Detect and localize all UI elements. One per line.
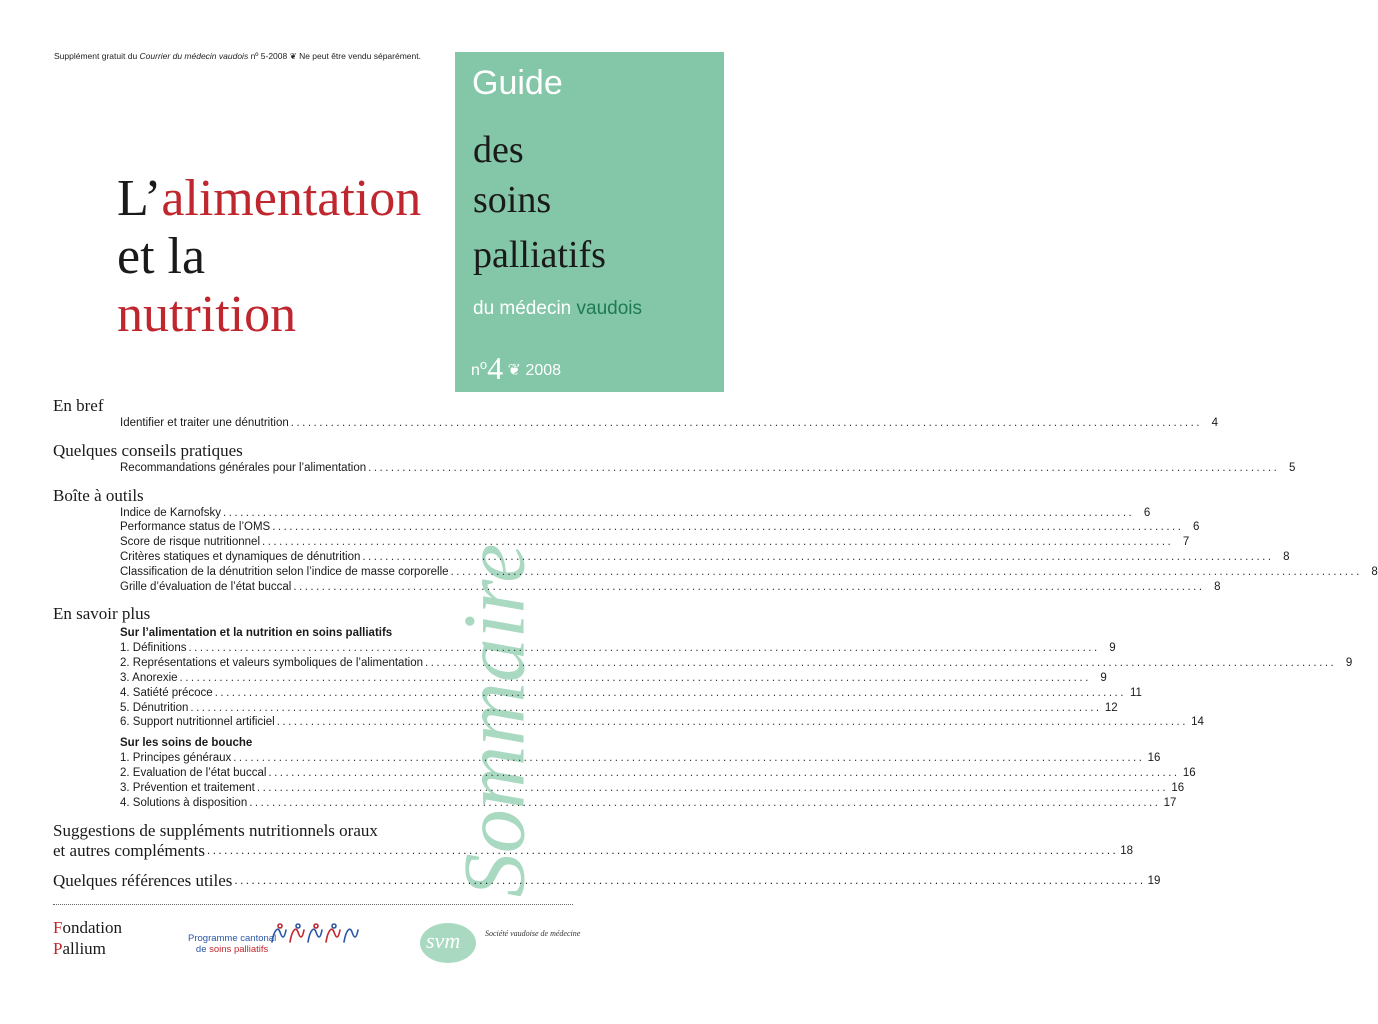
toc-entry-label: 3. Anorexie [120, 671, 178, 684]
toc-entry-page: 9 [1345, 657, 1353, 670]
group-outils [53, 506, 1378, 595]
toc-entry-page: 6 [1193, 521, 1200, 534]
issue-sep: ❦ [503, 362, 526, 379]
footer-divider [53, 904, 573, 905]
leader-dots: ................................................................................................................................................................ [214, 686, 1126, 699]
toc-entry-page: 17 [1163, 796, 1177, 809]
toc-entry-label: Score de risque nutritionnel [120, 536, 260, 549]
toc-entry [120, 701, 1118, 716]
note-prefix: Supplément gratuit du [54, 51, 140, 61]
group-en-bref [53, 416, 1218, 431]
issue-prefix: n [471, 362, 480, 379]
leader-dots: ................................................................................................................................................................ [256, 781, 1169, 794]
fondation-rest-2: allium [62, 939, 106, 958]
fondation-rest-1: ondation [62, 918, 122, 937]
toc-entry-page: 7 [1182, 536, 1190, 549]
supplements-page: 18 [1120, 845, 1134, 858]
toc-entry-page: 5 [1288, 461, 1296, 474]
toc-entry [120, 686, 1142, 701]
toc-entry [120, 641, 1116, 656]
toc-entry-page: 4 [1211, 417, 1218, 429]
toc-entry-page: 8 [1214, 580, 1221, 593]
toc-entry-label: Performance status de l’OMS [120, 521, 271, 534]
guide-line-1: des [473, 129, 524, 171]
section-supplements-line1: Suggestions de suppléments nutritionnels oraux [53, 821, 378, 841]
toc-entry-label: Identifier et traiter une dénutrition [120, 417, 289, 429]
section-supplements-row [53, 841, 1134, 861]
toc-entry-label: 3. Prévention et traitement [120, 781, 255, 794]
guide-line-3: palliatifs [473, 234, 606, 276]
leader-dots: ................................................................................................................................................................ [450, 565, 1362, 578]
toc-entry-label: 1. Principes généraux [120, 752, 232, 765]
leader-dots: ................................................................................................................................................................ [272, 521, 1184, 534]
toc-entry [120, 656, 1353, 671]
toc-entry [120, 796, 1177, 811]
fondation-cap-1: F [53, 918, 63, 937]
toc-entry-label: 4. Satiété précoce [120, 686, 213, 699]
toc-entry [120, 781, 1185, 796]
issue-number [471, 350, 561, 387]
references-label: Quelques références utiles [53, 871, 233, 891]
sommaire-watermark: Sommaire [446, 543, 544, 898]
toc-entry-page: 8 [1371, 565, 1378, 578]
subtitle-pre: du médecin [473, 298, 577, 319]
group-savoir-2 [53, 751, 1196, 810]
fondation-cap-2: P [53, 939, 63, 958]
leader-dots: ................................................................................................................................................................ [276, 716, 1188, 729]
leader-dots: ................................................................................................................................................................ [425, 657, 1337, 670]
toc-entry-page: 14 [1191, 716, 1204, 729]
toc-entry-label: Grille d’évaluation de l’état buccal [120, 580, 292, 593]
toc-entry [120, 461, 1296, 476]
note-suffix: nº 5-2008 ❦ Ne peut être vendu séparément. [248, 51, 421, 61]
title-line-2: et la [117, 228, 206, 285]
table-of-contents [53, 396, 1378, 891]
toc-entry-label: Recommandations générales pour l’alimentation [120, 461, 367, 474]
section-conseils: Quelques conseils pratiques [53, 440, 243, 460]
toc-entry-label: 2. Représentations et valeurs symboliques de l’alimentation [120, 657, 423, 670]
leader-dots: ................................................................................................................................................................ [293, 580, 1205, 593]
toc-entry-page: 16 [1182, 766, 1196, 779]
prog-line-2-accent: soins palliatifs [209, 944, 269, 955]
prog-line-1: Programme cantonal [188, 933, 277, 944]
toc-entry-label: Critères statiques et dynamiques de dénutrition [120, 550, 361, 563]
toc-entry [120, 535, 1190, 550]
toc-entry [120, 506, 1151, 521]
svm-logo-text: svm [426, 928, 461, 953]
supplement-note [54, 51, 421, 62]
toc-entry [120, 580, 1221, 595]
toc-entry [120, 751, 1161, 766]
leader-dots: ................................................................................................................................................................ [268, 766, 1180, 779]
toc-entry-label: Indice de Karnofsky [120, 506, 222, 519]
toc-entry-page: 11 [1129, 686, 1142, 699]
leader-dots: ................................................................................................................................................................ [188, 642, 1100, 655]
toc-entry [120, 715, 1204, 730]
svm-logo-icon [418, 915, 484, 965]
guide-banner [455, 52, 724, 392]
programme-cantonal-logo [188, 933, 276, 955]
section-outils: Boîte à outils [53, 485, 144, 505]
group-savoir-1 [53, 641, 1353, 730]
title-word-1: alimentation [161, 170, 422, 227]
guide-title: Guide [472, 64, 563, 102]
leader-dots: ................................................................................................................................................................ [207, 845, 1119, 858]
leader-dots: ................................................................................................................................................................ [249, 796, 1161, 809]
leader-dots: ................................................................................................................................................................ [362, 550, 1274, 563]
toc-entry-label: 6. Support nutritionnel artificiel [120, 716, 275, 729]
toc-entry [120, 550, 1290, 565]
toc-entry-label: 2. Evaluation de l’état buccal [120, 766, 267, 779]
leader-dots: ................................................................................................................................................................ [233, 752, 1145, 765]
toc-entry-label: 1. Définitions [120, 642, 187, 655]
section-references-row [53, 871, 1161, 891]
toc-entry [120, 520, 1200, 535]
group-conseils [53, 461, 1296, 476]
toc-entry-page: 9 [1109, 642, 1116, 655]
subtitle-accent: vaudois [576, 298, 643, 319]
guide-subtitle [473, 298, 642, 320]
note-journal: Courrier du médecin vaudois [139, 51, 249, 61]
toc-entry-label: 5. Dénutrition [120, 701, 189, 714]
leader-dots: ................................................................................................................................................................ [179, 671, 1091, 684]
leader-dots: ................................................................................................................................................................ [290, 417, 1202, 429]
toc-entry-page: 16 [1171, 781, 1185, 794]
leader-dots: ................................................................................................................................................................ [262, 536, 1174, 549]
toc-entry-page: 6 [1143, 506, 1151, 519]
title-prefix: L’ [117, 170, 162, 227]
toc-entry-label: Classification de la dénutrition selon l’indice de masse corporelle [120, 565, 449, 578]
leader-dots: ................................................................................................................................................................ [368, 461, 1280, 474]
leader-dots: ................................................................................................................................................................ [223, 506, 1135, 519]
subsection-alimentation: Sur l’alimentation et la nutrition en soins palliatifs [120, 627, 393, 640]
svm-name: Société vaudoise de médecine [485, 929, 581, 938]
page-title [117, 170, 421, 344]
fondation-pallium-logo [53, 917, 122, 959]
issue-value: 4 [487, 350, 504, 386]
toc-entry-page: 8 [1283, 550, 1290, 563]
toc-entry-page: 9 [1100, 671, 1107, 684]
references-page: 19 [1147, 875, 1161, 888]
toc-entry-page: 16 [1147, 752, 1161, 765]
section-en-bref: En bref [53, 396, 104, 415]
toc-entry-page: 12 [1104, 701, 1118, 714]
guide-line-2: soins [473, 179, 552, 221]
toc-entry [120, 766, 1196, 781]
toc-entry-label: 4. Solutions à disposition [120, 796, 248, 809]
toc-entry [120, 565, 1378, 580]
section-savoir: En savoir plus [53, 604, 151, 624]
subsection-bouche: Sur les soins de bouche [120, 737, 253, 750]
issue-year: 2008 [525, 362, 562, 379]
prog-line-2-pre: de [195, 944, 210, 955]
toc-entry [120, 416, 1218, 431]
issue-sup: o [479, 357, 488, 372]
figures-icon [268, 922, 360, 948]
leader-dots: ................................................................................................................................................................ [190, 701, 1102, 714]
title-word-3: nutrition [117, 286, 297, 343]
leader-dots: ................................................................................................................................................................ [234, 875, 1146, 888]
toc-entry [120, 671, 1107, 686]
supplements-label: et autres compléments [53, 841, 206, 861]
